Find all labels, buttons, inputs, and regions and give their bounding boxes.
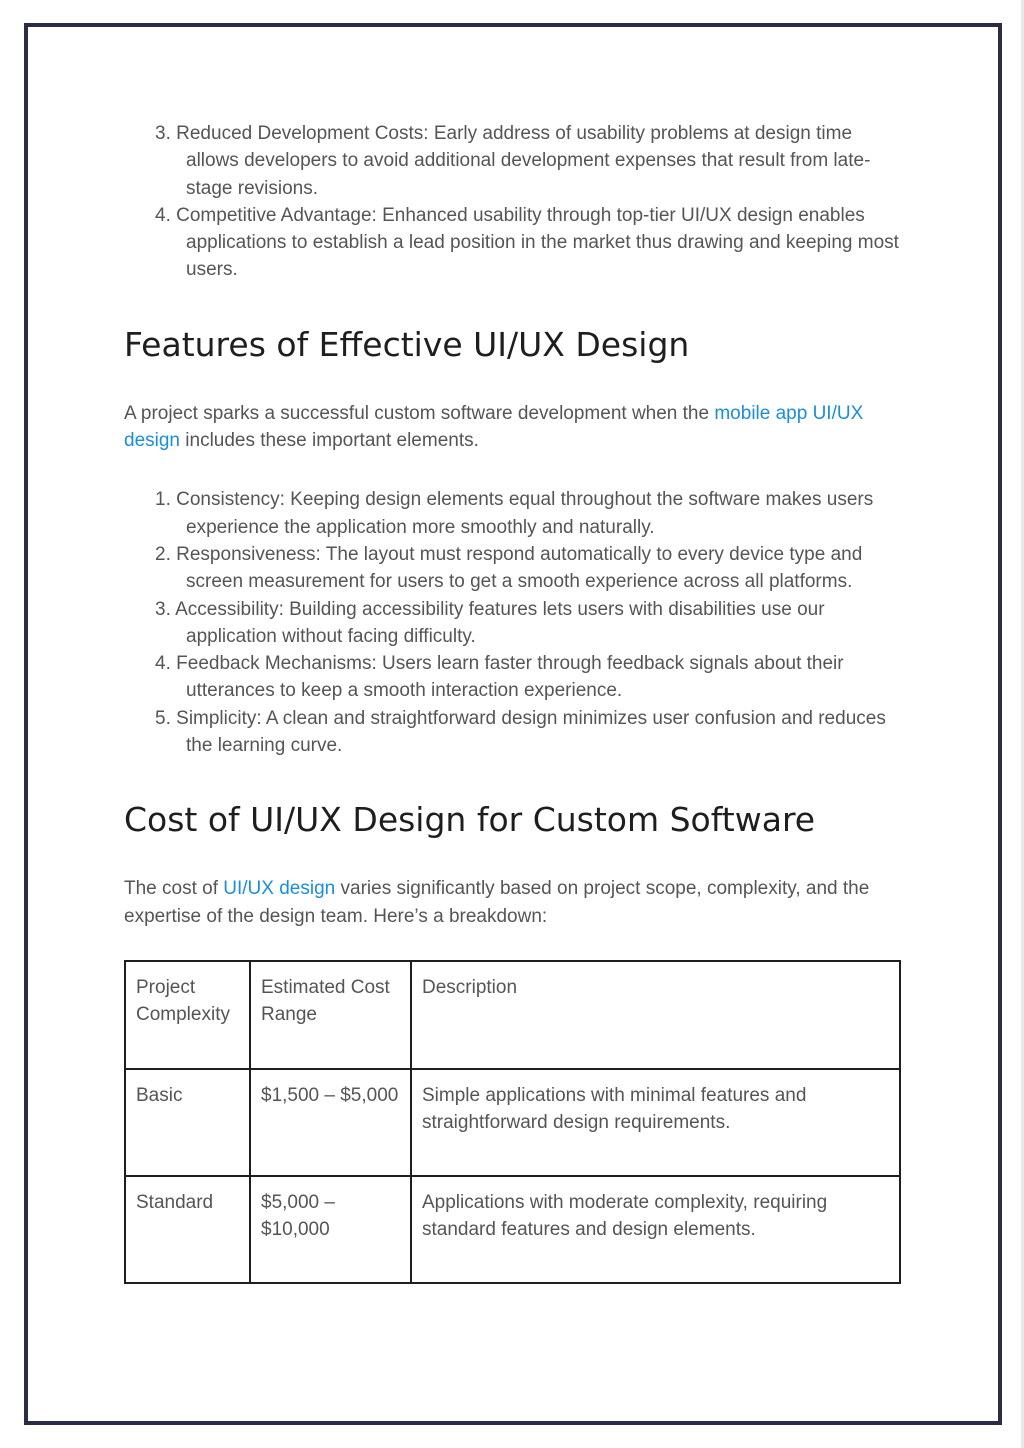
list-item-text: Competitive Advantage: Enhanced usability through top-tier UI/UX design enables applications to establish a lead position in the market thus drawing and keeping most users. (176, 204, 899, 281)
list-item-text: Feedback Mechanisms: Users learn faster through feedback signals about their utterances to keep a smooth interaction experience. (176, 653, 844, 702)
table-cell-cost: $1,500 – $5,000 (250, 1069, 411, 1176)
table-cell-description: Applications with moderate complexity, requiring standard features and design elements. (411, 1176, 900, 1283)
features-list (124, 486, 900, 759)
list-item-number: 3. (155, 123, 171, 144)
features-intro-paragraph (124, 400, 900, 455)
benefits-list-continued (124, 120, 900, 284)
list-item-text: Consistency: Keeping design elements equal throughout the software makes users experience the application more smoothly and naturally. (176, 489, 874, 538)
mobile-app-uiux-design-link[interactable]: mobile app UI/UX design (124, 402, 864, 452)
list-item-number: 3. (155, 598, 171, 620)
list-item-text: Responsiveness: The layout must respond automatically to every device type and screen measurement for users to get a smooth experience across all platforms. (176, 543, 863, 593)
list-item (124, 202, 900, 284)
list-item-text: Simplicity: A clean and straightforward design minimizes user confusion and reduces the learning curve. (176, 707, 886, 757)
table-cell-complexity: Standard (125, 1176, 250, 1283)
list-item (124, 541, 900, 596)
list-item-text: Accessibility: Building accessibility features lets users with disabilities use our application without facing difficulty. (175, 598, 825, 647)
list-item-number: 2. (155, 543, 171, 565)
cost-intro-paragraph (124, 875, 900, 930)
table-row (125, 1176, 900, 1283)
table-row (125, 1069, 900, 1176)
table-cell-cost: $5,000 – $10,000 (250, 1176, 411, 1283)
list-item (124, 705, 900, 760)
uiux-design-link[interactable]: UI/UX design (223, 878, 336, 900)
list-item (124, 596, 900, 651)
table-header-row (125, 961, 900, 1069)
features-intro-text-end: includes these important elements. (180, 430, 479, 452)
list-item-number: 1. (155, 489, 171, 511)
table-header-cell: Estimated Cost Range (250, 961, 411, 1069)
features-intro-text-start: A project sparks a successful custom software development when the (124, 402, 715, 424)
document-content (124, 120, 900, 1284)
list-item (124, 486, 900, 541)
list-item (124, 650, 900, 705)
features-heading: Features of Effective UI/UX Design (124, 324, 690, 364)
table-header-cell: Project Complexity (125, 961, 250, 1069)
list-item-number: 4. (155, 204, 171, 226)
table-cell-complexity: Basic (125, 1069, 250, 1176)
cost-intro-text-end: varies significantly based on project scope, complexity, and the expertise of the design team. Here’s a breakdown: (124, 878, 870, 927)
list-item-text: Reduced Development Costs: Early address of usability problems at design time allows developers to avoid additional development expenses that result from late-stage revisions. (176, 123, 871, 199)
cost-table (124, 960, 901, 1284)
cost-intro-text-start: The cost of (124, 878, 224, 900)
list-item-number: 5. (155, 707, 171, 729)
list-item (124, 120, 900, 202)
list-item-number: 4. (155, 653, 171, 675)
table-header-cell: Description (411, 961, 900, 1069)
table-cell-description: Simple applications with minimal features and straightforward design requirements. (411, 1069, 900, 1176)
cost-heading: Cost of UI/UX Design for Custom Software (124, 800, 816, 840)
